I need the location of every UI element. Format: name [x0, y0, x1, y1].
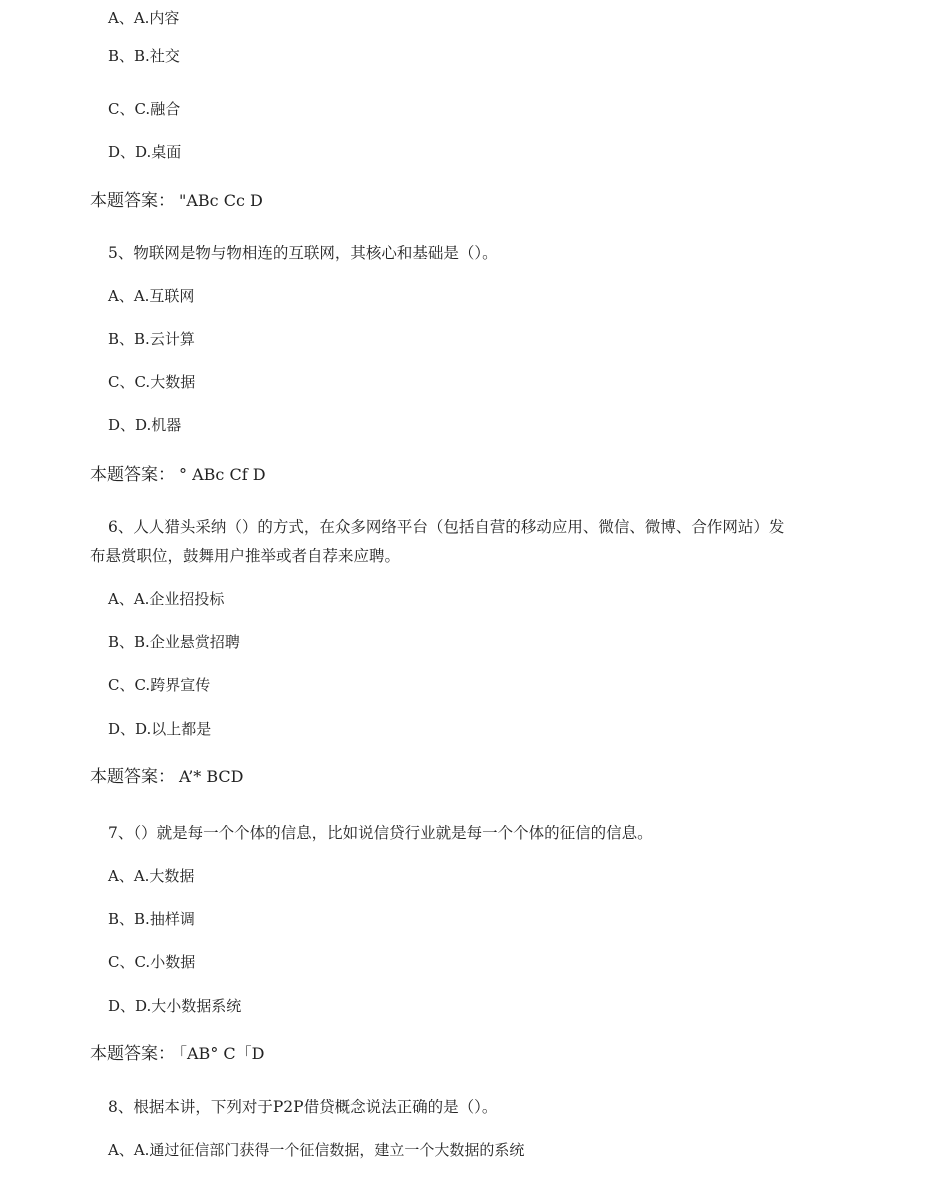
q6-answer — [90, 767, 244, 787]
answer-label: 本题答案： — [90, 465, 175, 485]
q6-option-d: D、D.以上都是 — [108, 720, 212, 738]
q6-option-a: A、A.企业招投标 — [108, 590, 225, 608]
answer-value: ° ABc Cf D — [179, 465, 266, 484]
q5-question-text: 5、物联网是物与物相连的互联网，其核心和基础是（）。 — [108, 244, 498, 262]
q7-answer — [90, 1044, 264, 1064]
answer-value: A’* BCD — [179, 767, 244, 786]
q7-option-d: D、D.大小数据系统 — [108, 997, 242, 1015]
q8-question-text: 8、根据本讲，下列对于P2P借贷概念说法正确的是（）。 — [108, 1098, 498, 1116]
q6-question-text-line2: 布悬赏职位，鼓舞用户推举或者自荐来应聘。 — [90, 547, 401, 565]
q5-option-c: C、C.大数据 — [108, 373, 196, 391]
q4-option-a: A、A.内容 — [108, 9, 180, 27]
q4-option-b: B、B.社交 — [108, 47, 180, 65]
q8-option-a: A、A.通过征信部门获得一个征信数据，建立一个大数据的系统 — [108, 1141, 525, 1159]
q6-question-text-line1: 6、人人猎头采纳（）的方式，在众多网络平台（包括自营的移动应用、微信、微博、合作网站）发 — [108, 518, 785, 536]
answer-label: 本题答案： — [90, 191, 175, 211]
answer-value: "ABc Cc D — [179, 191, 263, 210]
answer-value: 「AB° C「D — [179, 1044, 265, 1063]
q7-option-a: A、A.大数据 — [108, 867, 195, 885]
q5-answer — [90, 465, 266, 485]
q5-option-b: B、B.云计算 — [108, 330, 195, 348]
q6-option-b: B、B.企业悬赏招聘 — [108, 633, 240, 651]
q7-option-b: B、B.抽样调 — [108, 910, 195, 928]
q4-answer — [90, 191, 263, 211]
q6-option-c: C、C.跨界宣传 — [108, 676, 211, 694]
q5-option-a: A、A.互联网 — [108, 287, 195, 305]
q4-option-c: C、C.融合 — [108, 100, 181, 118]
q4-option-d: D、D.桌面 — [108, 143, 182, 161]
answer-label: 本题答案： — [90, 767, 175, 787]
answer-label: 本题答案： — [90, 1044, 175, 1064]
q5-option-d: D、D.机器 — [108, 416, 182, 434]
q7-option-c: C、C.小数据 — [108, 953, 196, 971]
q7-question-text: 7、（）就是每一个个体的信息，比如说信贷行业就是每一个个体的征信的信息。 — [108, 824, 653, 842]
